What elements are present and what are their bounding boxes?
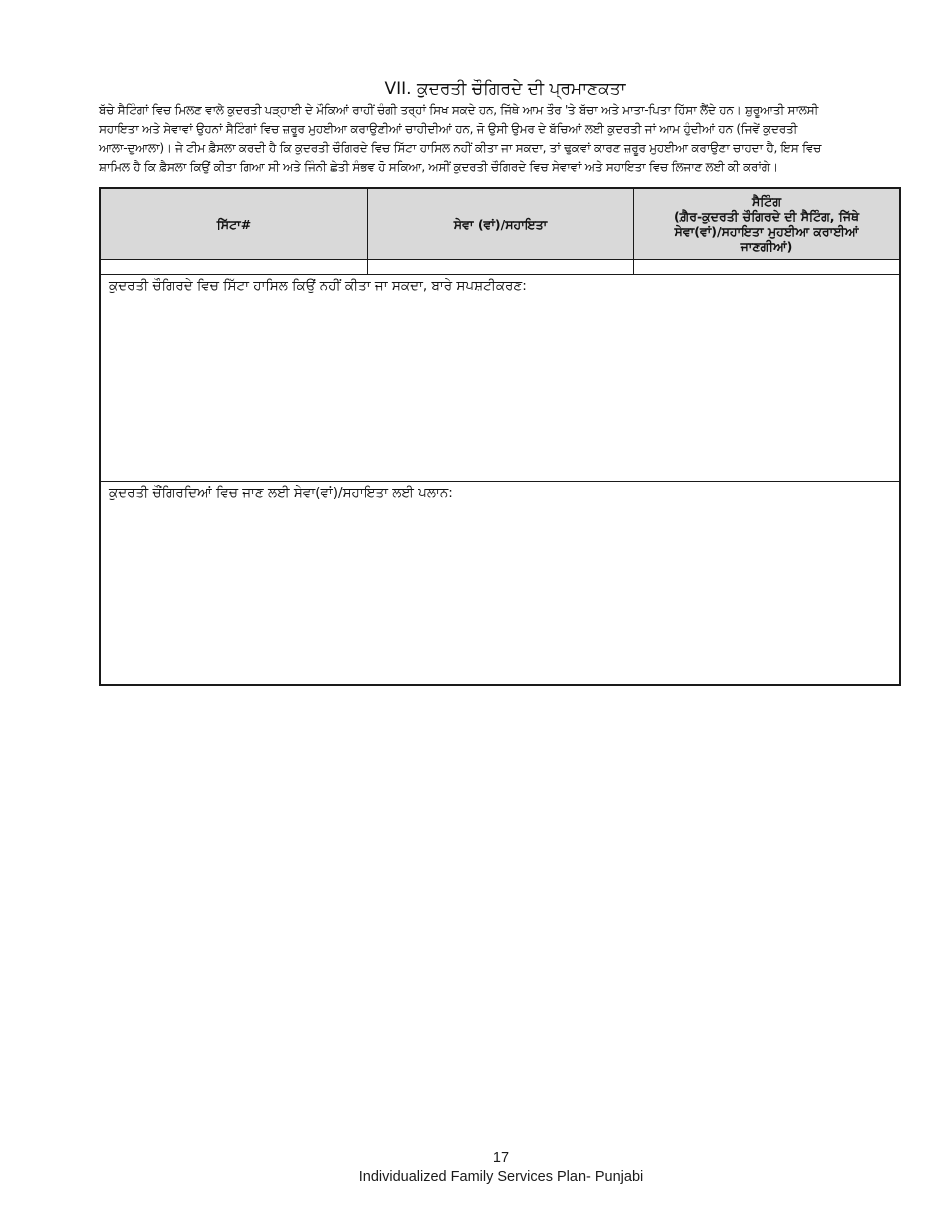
explanation-label: ਕੁਦਰਤੀ ਚੌਗਿਰਦੇ ਵਿਚ ਸਿੱਟਾ ਹਾਸਿਲ ਕਿਉਂ ਨਹੀਂ ਕੀਤਾ ਜਾ ਸਕਦਾ, ਬਾਰੇ ਸਪਸ਼ਟੀਕਰਣ: — [109, 278, 527, 294]
intro-line: ਸਹਾਇਤਾ ਅਤੇ ਸੇਵਾਵਾਂ ਉਹਨਾਂ ਸੈਟਿੰਗਾਂ ਵਿਚ ਜ਼ਰੂਰ ਮੁਹਈਆ ਕਰਾਉਣੀਆਂ ਚਾਹੀਦੀਆਂ ਹਨ, ਜੋ ਉਸੀ ਉਮਰ ਦੇ ਬੱਚਿਆਂ ਲਈ ਕੁਦਰਤੀ ਜਾਂ ਆਮ ਹੁੰਦੀਆਂ ਹਨ (ਜਿਵੇਂ ਕੁਦਰਤੀ — [99, 122, 798, 136]
transition-plan-field[interactable] — [101, 482, 899, 684]
header-setting-line: ਜਾਣਗੀਆਂ) — [740, 239, 793, 254]
header-outcome-number: ਸਿੱਟਾ# — [101, 189, 368, 259]
intro-paragraph — [99, 101, 907, 177]
outcomes-settings-table — [99, 187, 901, 686]
header-setting-line: ਸੇਵਾ(ਵਾਂ)/ਸਹਾਇਤਾ ਮੁਹਈਆ ਕਰਾਈਆਂ — [674, 224, 859, 239]
header-setting-line: (ਗ਼ੈਰ-ਕੁਦਰਤੀ ਚੌਗਿਰਦੇ ਦੀ ਸੈਟਿੰਗ, ਜਿੱਥੇ — [673, 209, 860, 224]
services-supports-cell[interactable] — [368, 260, 634, 274]
setting-cell[interactable] — [634, 260, 899, 274]
table-header-row — [101, 189, 899, 260]
page-number: 17 — [492, 1150, 510, 1166]
intro-line: ਆਲਾ-ਦੁਆਲਾ)। ਜੇ ਟੀਮ ਫ਼ੈਸਲਾ ਕਰਦੀ ਹੈ ਕਿ ਕੁਦਰਤੀ ਚੌਗਿਰਦੇ ਵਿਚ ਸਿੱਟਾ ਹਾਸਿਲ ਨਹੀਂ ਕੀਤਾ ਜਾ ਸਕਦਾ, ਤਾਂ ਢੁਕਵਾਂ ਕਾਰਣ ਜ਼ਰੂਰ ਮੁਹਈਆ ਕਰਾਉਣਾ ਚਾਹਦਾ ਹੈ, ਇਸ ਵਿਚ — [99, 141, 822, 155]
section-title: VII. ਕੁਦਰਤੀ ਚੌਗਿਰਦੇ ਦੀ ਪ੍ਰਮਾਣਕਤਾ — [384, 79, 626, 99]
intro-line: ਸ਼ਾਮਿਲ ਹੈ ਕਿ ਫ਼ੈਸਲਾ ਕਿਉਂ ਕੀਤਾ ਗਿਆ ਸੀ ਅਤੇ ਜਿੰਨੀ ਛੇਤੀ ਸੰਭਵ ਹੋ ਸਕਿਆ, ਅਸੀਂ ਕੁਦਰਤੀ ਚੌਗਿਰਦੇ ਵਿਚ ਸੇਵਾਵਾਂ ਅਤੇ ਸਹਾਇਤਾ ਵਿਚ ਲਿਜਾਣ ਲਈ ਕੀ ਕਰਾਂਗੇ। — [99, 160, 778, 174]
intro-line: ਬੱਚੇ ਸੈਟਿੰਗਾਂ ਵਿਚ ਮਿਲਣ ਵਾਲੇ ਕੁਦਰਤੀ ਪੜ੍ਹਾਈ ਦੇ ਮੌਕਿਆਂ ਰਾਹੀਂ ਚੰਗੀ ਤਰ੍ਹਾਂ ਸਿਖ ਸਕਦੇ ਹਨ, ਜਿੱਥੇ ਆਮ ਤੌਰ 'ਤੇ ਬੱਚਾ ਅਤੇ ਮਾਤਾ-ਪਿਤਾ ਹਿੱਸਾ ਲੈਂਦੇ ਹਨ। ਸ਼ੁਰੂਆਤੀ ਸਾਲਸੀ — [99, 103, 819, 117]
document-footer: Individualized Family Services Plan- Punjabi — [358, 1169, 644, 1185]
explanation-field[interactable] — [101, 275, 899, 482]
header-services-supports: ਸੇਵਾ (ਵਾਂ)/ਸਹਾਇਤਾ — [368, 189, 634, 259]
outcome-number-cell[interactable] — [101, 260, 368, 274]
header-setting-line: ਸੈਟਿੰਗ — [751, 194, 782, 209]
transition-plan-label: ਕੁਦਰਤੀ ਚੌਂਗਿਰਦਿਆਂ ਵਿਚ ਜਾਣ ਲਈ ਸੇਵਾ(ਵਾਂ)/ਸਹਾਇਤਾ ਲਈ ਪਲਾਨ: — [109, 485, 453, 501]
table-row — [101, 260, 899, 275]
header-setting — [634, 189, 899, 259]
